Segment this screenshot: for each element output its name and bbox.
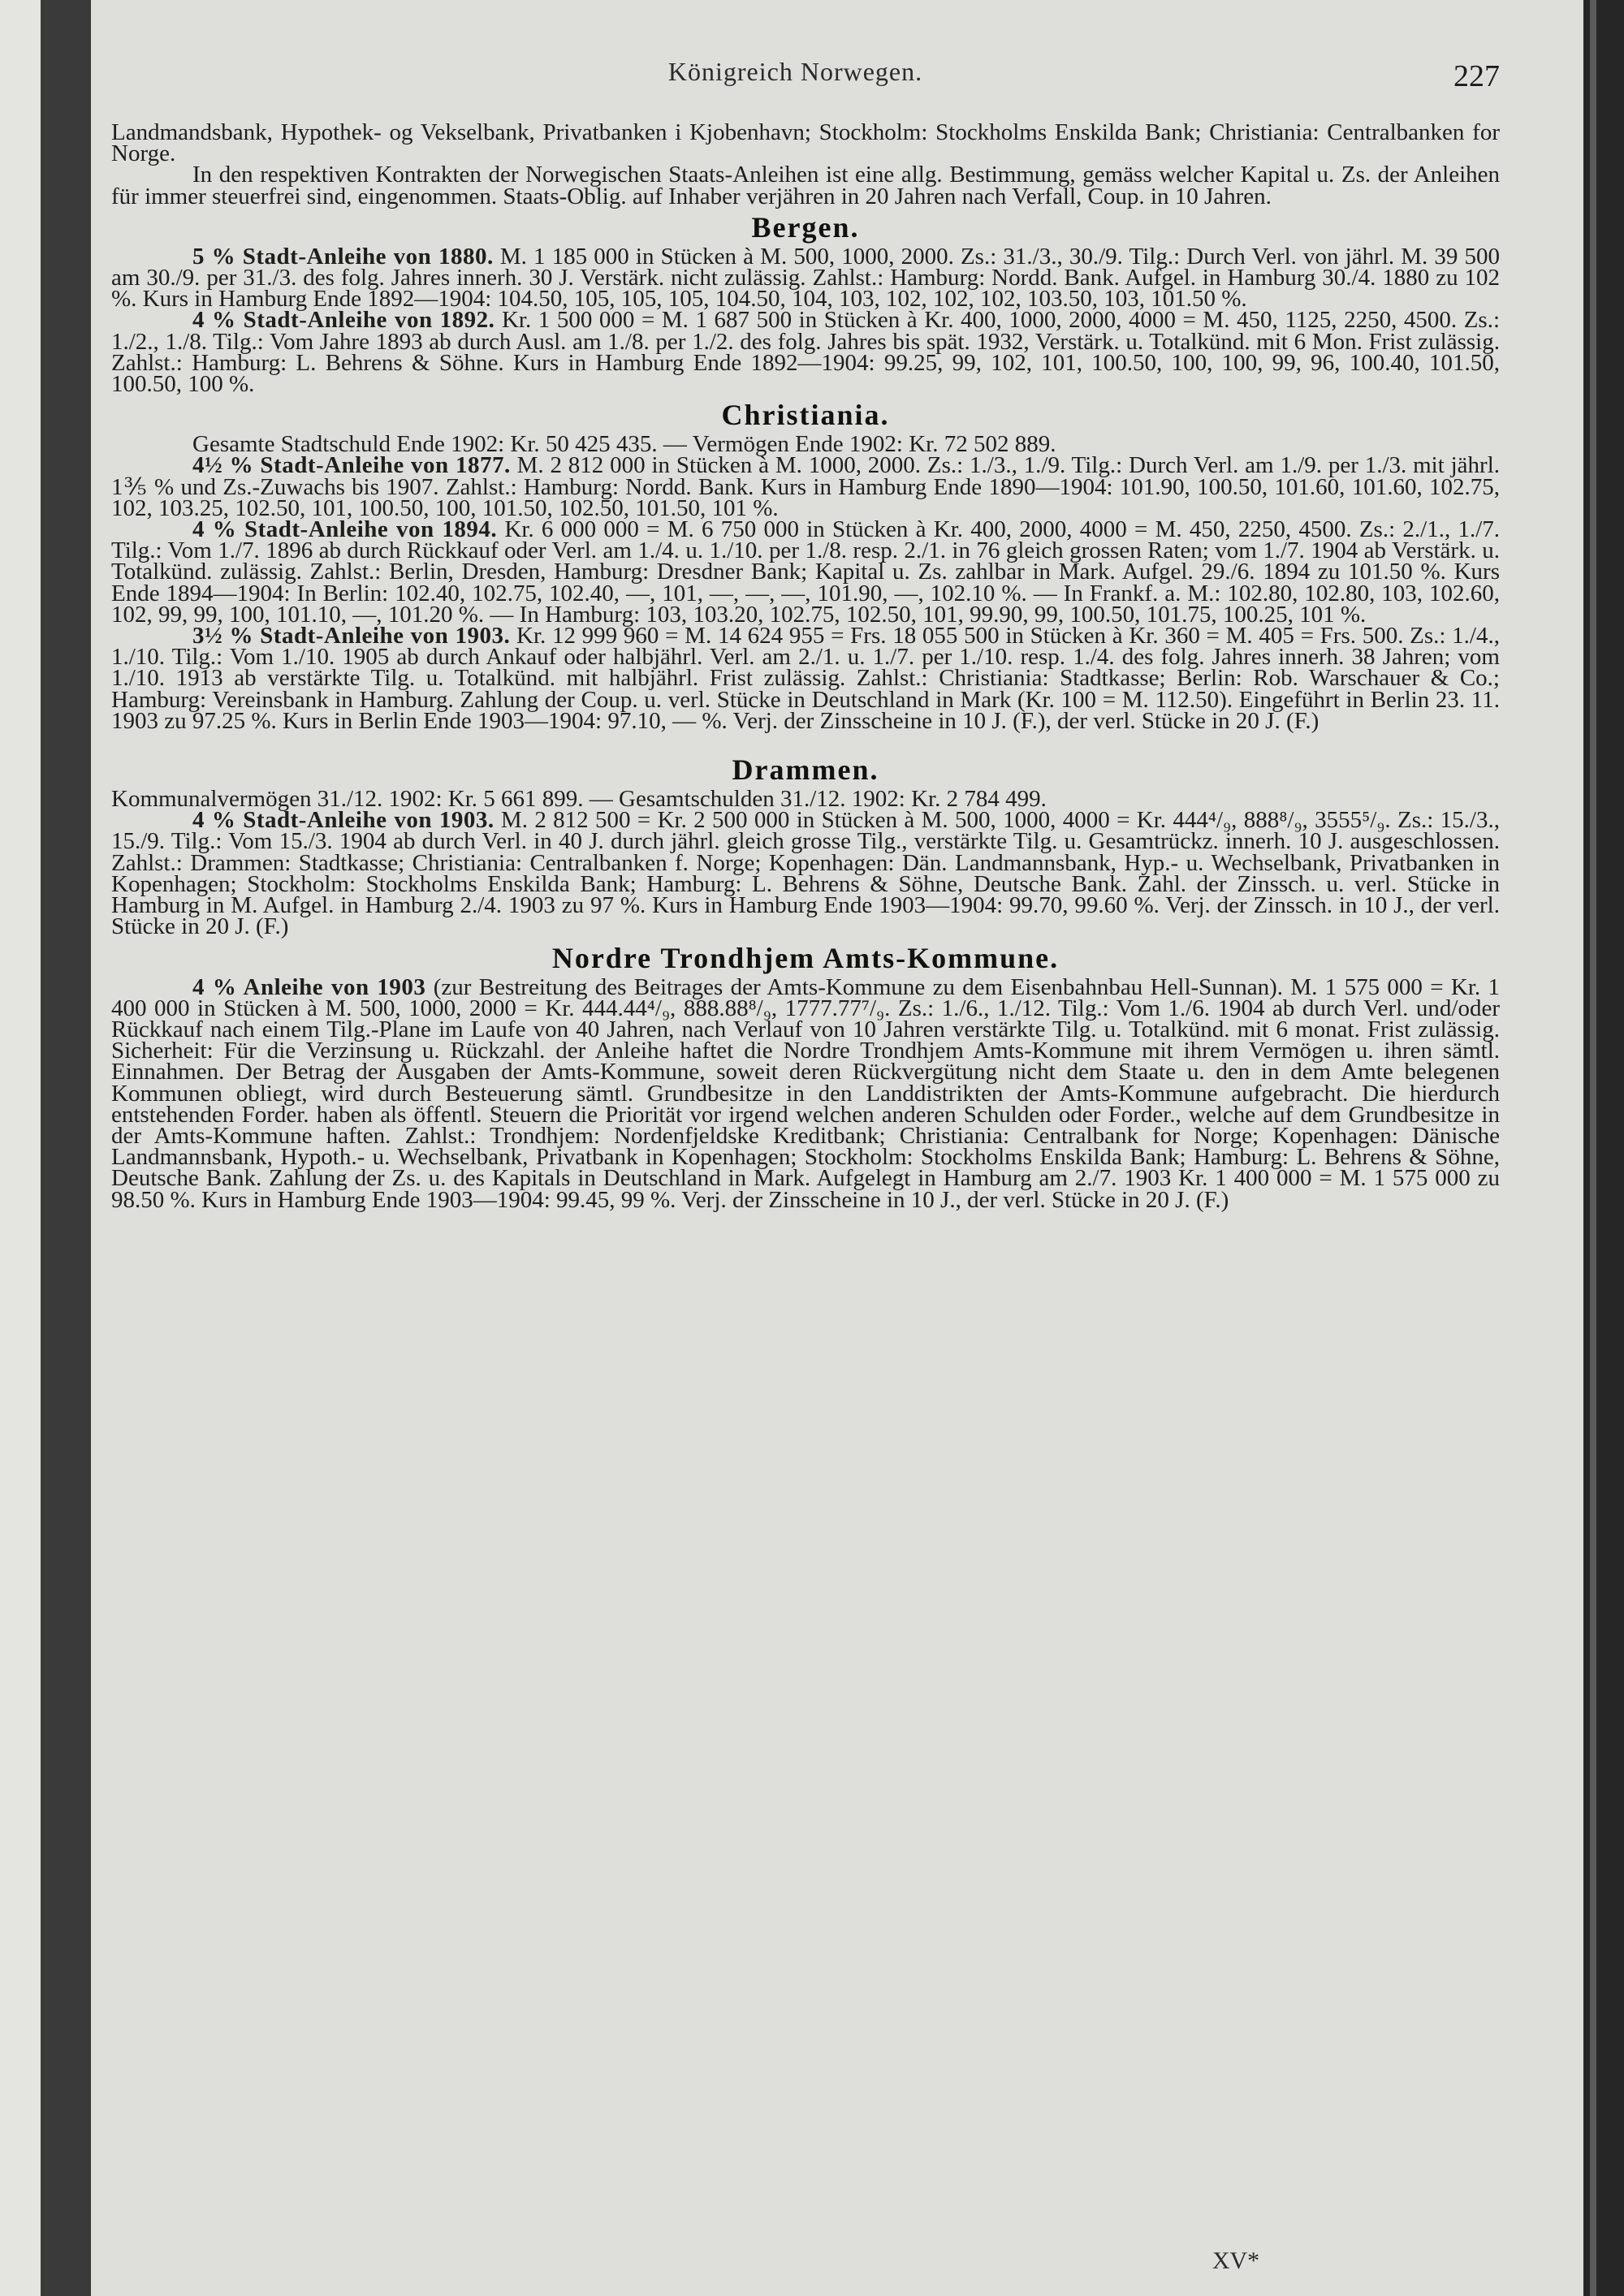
intro-paragraph-tax: In den respektiven Kontrakten der Norwegischen Staats-Anleihen ist eine allg. Bestimmung, gemäss welcher Kapital u. Zs. der Anleihen für immer steuerfrei sind, eingenommen. Staats-Oblig. auf Inhaber verjähren in 20 Jahren nach Verfall, Coup. in 10 Jahren. (111, 162, 1500, 209)
entry-christiania-1903 (111, 625, 1500, 732)
entry-text: M. 2 812 500 = Kr. 2 500 000 in Stücken à M. 500, 1000, 4000 = Kr. 444⁴/₉, 888⁸/₉, 3555⁵/₉. Zs.: 15./3., 15./9. Tilg.: Vom 15./3. 1904 ab durch Verl. in 40 J. durch jährl. gleich grosse Tilg., verstärkte Tilg. u. Gesamtrückz. innerh. 10 J. ausgeschlossen. Zahlst.: Drammen: Stadtkasse; Christiania: Centralbanken f. Norge; Kopenhagen: Dän. Landmannsbank, Hyp.- u. Wechselbank, Privatbanken in Kopenhagen; Stockholm: Stockholms Enskilda Bank; Hamburg: L. Behrens & Söhne, Deutsche Bank. Zahl. der Zinssch. u. verl. Stücke in Hamburg in M. Aufgel. in Hamburg 2./4. 1903 zu 97 %. Kurs in Hamburg Ende 1903—1904: 99.70, 99.60 %. Verj. der Zinssch. in 10 J., der verl. Stücke in 20 J. (F.) (111, 807, 1500, 940)
entry-lead: 4 % Stadt-Anleihe von 1903. (192, 807, 495, 834)
left-binding-shadow (41, 0, 91, 2296)
entry-lead: 4 % Stadt-Anleihe von 1894. (192, 516, 498, 543)
entry-text: M. 2 812 000 in Stücken à M. 1000, 2000. Zs.: 1./3., 1./9. Tilg.: Durch Verl. am 1./9. per 1./3. mit jährl. 1⅗ % und Zs.-Zuwachs bis 1907. Zahlst.: Hamburg: Nordd. Bank. Kurs in Hamburg Ende 1890—1904: 101.90, 100.50, 101.60, 101.60, 102.75, 102, 103.25, 102.50, 101, 100.50, 100, 101.50, 102.50, 101.50, 101 %. (111, 452, 1500, 521)
running-header: Königreich Norwegen. (667, 57, 923, 86)
left-margin-strip (0, 0, 41, 2296)
section-gap (111, 732, 1500, 749)
entry-text: M. 1 185 000 in Stücken à M. 500, 1000, 2000. Zs.: 31./3., 30./9. Tilg.: Durch Verl. von jährl. M. 39 500 am 30./9. per 31./3. des folg. Jahres innerh. 30 J. Verstärk. nicht zulässig. Zahlst.: Hamburg: Nordd. Bank. Aufgel. in Hamburg 30./4. 1880 zu 102 %. Kurs in Hamburg Ende 1892—1904: 104.50, 105, 105, 105, 104.50, 104, 103, 102, 102, 102, 103.50, 103, 101.50 %. (111, 243, 1500, 313)
section-heading-bergen: Bergen. (751, 210, 860, 244)
entry-drammen-1903 (111, 807, 1500, 940)
entry-christiania-1894 (111, 516, 1500, 628)
entry-trondhjem-1903 (111, 973, 1500, 1213)
entry-lead: 3½ % Stadt-Anleihe von 1903. (192, 623, 511, 650)
section-heading-trondhjem: Nordre Trondhjem Amts-Kommune. (551, 941, 1060, 974)
signature-mark: XV* (1212, 2247, 1260, 2274)
drammen-summary: Kommunalvermögen 31./12. 1902: Kr. 5 661 899. — Gesamtschulden 31./12. 1902: Kr. 2 784 499. (111, 786, 1047, 813)
section-heading-christiania: Christiania. (721, 399, 890, 432)
entry-bergen-1892 (111, 307, 1501, 398)
entry-lead: 4½ % Stadt-Anleihe von 1877. (192, 452, 511, 479)
entry-bergen-1880 (111, 243, 1500, 313)
page-number: 227 (1453, 59, 1500, 93)
page-content (111, 119, 1501, 1213)
entry-lead: 5 % Stadt-Anleihe von 1880. (192, 243, 494, 270)
page-sheet (91, 0, 1583, 2296)
christiania-summary: Gesamte Stadtschuld Ende 1902: Kr. 50 425 435. — Vermögen Ende 1902: Kr. 72 502 889. (192, 431, 1056, 458)
entry-lead: 4 % Anleihe von 1903 (192, 973, 426, 1000)
entry-text: Kr. 12 999 960 = M. 14 624 955 = Frs. 18 055 500 in Stücken à Kr. 360 = M. 405 = Frs. 500. Zs.: 1./4., 1./10. Tilg.: Vom 1./10. 1905 ab durch Ankauf oder halbjährl. Verl. am 2./1. u. 1./7. per 1./10. resp. 1./4. des folg. Jahres innerh. 38 Jahren; vom 1./10. 1913 ab verstärkte Tilg. u. Totalkünd. mit halbjährl. Frist zulässig. Zahlst.: Christiania: Stadtkasse; Berlin: Rob. Warschauer & Co.; Hamburg: Vereinsbank in Hamburg. Zahlung der Coup. u. verl. Stücke in Deutschland in Mark (Kr. 100 = M. 112.50). Eingeführt in Berlin 23. 11. 1903 zu 97.25 %. Kurs in Berlin Ende 1903—1904: 97.10, — %. Verj. der Zinsscheine in 10 J. (F.), der verl. Stücke in 20 J. (F.) (111, 623, 1500, 734)
intro-paragraph-banks: Landmandsbank, Hypothek- og Vekselbank, Privatbanken i Kjobenhavn; Stockholm: Stockholms Enskilda Bank; Christiania: Centralbanken for Norge. (111, 119, 1500, 167)
right-binding-edge (1590, 0, 1596, 2296)
entry-text: (zur Bestreitung des Beitrages der Amts-Kommune zu dem Eisenbahnbau Hell-Sunnan). M. 1 575 000 = Kr. 1 400 000 in Stücken à M. 500, 1000, 2000 = Kr. 444.44⁴/₉, 888.88⁸/₉, 1777.77⁷/₉. Zs.: 1./6., 1./12. Tilg.: Vom 1./6. 1904 ab durch Verl. und/oder Rückkauf nach einem Tilg.-Plane im Laufe von 40 Jahren, nach Verlauf von 10 Jahren verstärkte Tilg. u. Totalkünd. mit 6 monat. Frist zulässig. Sicherheit: Für die Verzinsung u. Rückzahl. der Anleihe haftet die Nordre Trondhjem Amts-Kommune mit ihrem Vermögen u. ihren sämtl. Einnahmen. Der Betrag der Ausgaben der Amts-Kommune, soweit deren Rückvergütung nicht dem Staate u. den in dem Amte belegenen Kommunen obliegt, wird durch Besteuerung sämtl. Grundbesitze in den Landdistrikten der Amts-Kommune aufgebracht. Die hierdurch entstehenden Forder. haben als öffentl. Steuern die Priorität vor irgend welchen anderen Schulden oder Forder., welche auf dem Grundbesitze in der Amts-Kommune haften. Zahlst.: Trondhjem: Nordenfjeldske Kreditbank; Christiania: Centralbank for Norge; Kopenhagen: Dänische Landmannsbank, Hypoth.- u. Wechselbank, Privatbank in Kopenhagen; Stockholm: Stockholms Enskilda Bank; Hamburg: L. Behrens & Söhne, Deutsche Bank. Zahlung der Zs. u. des Kapitals in Deutschland in Mark. Aufgelegt in Hamburg am 2./7. 1903 Kr. 1 400 000 = M. 1 575 000 zu 98.50 %. Kurs in Hamburg Ende 1903—1904: 99.45, 99 %. Verj. der Zinsscheine in 10 J., der verl. Stücke in 20 J. (F.) (111, 973, 1500, 1213)
entry-lead: 4 % Stadt-Anleihe von 1892. (192, 307, 495, 334)
entry-text: Kr. 6 000 000 = M. 6 750 000 in Stücken à Kr. 400, 2000, 4000 = M. 450, 2250, 4500. Zs.: 2./1., 1./7. Tilg.: Vom 1./7. 1896 ab durch Rückkauf oder Verl. am 1./4. u. 1./10. per 1./8. resp. 2./1. in 76 gleich grossen Raten; vom 1./7. 1904 ab Verstärk. u. Totalkünd. zulässig. Zahlst.: Berlin, Dresden, Hamburg: Dresdner Bank; Kapital u. Zs. zahlbar in Mark. Aufgel. 29./6. 1894 zu 101.50 %. Kurs Ende 1894—1904: In Berlin: 102.40, 102.75, 102.40, —, 101, —, —, —, 101.90, —, 102.10 %. — In Frankf. a. M.: 102.80, 102.80, 103, 102.60, 102, 99, 99, 100, 101.10, —, 101.20 %. — In Hamburg: 103, 103.20, 102.75, 102.50, 101, 99.90, 99, 100.50, 101.75, 100.25, 101 %. (111, 516, 1500, 628)
entry-text: Kr. 1 500 000 = M. 1 687 500 in Stücken à Kr. 400, 1000, 2000, 4000 = M. 450, 1125, 2250, 4500. Zs.: 1./2., 1./8. Tilg.: Vom Jahre 1893 ab durch Ausl. am 1./8. per 1./2. des folg. Jahres bis spät. 1932, Verstärk. u. Totalkünd. mit 6 Mon. Frist zulässig. Zahlst.: Hamburg: L. Behrens & Söhne. Kurs in Hamburg Ende 1892—1904: 99.25, 99, 102, 101, 100.50, 100, 100, 99, 96, 100.40, 101.50, 100.50, 100 %. (111, 307, 1501, 398)
section-heading-drammen: Drammen. (732, 753, 879, 787)
entry-christiania-1877 (111, 452, 1500, 521)
